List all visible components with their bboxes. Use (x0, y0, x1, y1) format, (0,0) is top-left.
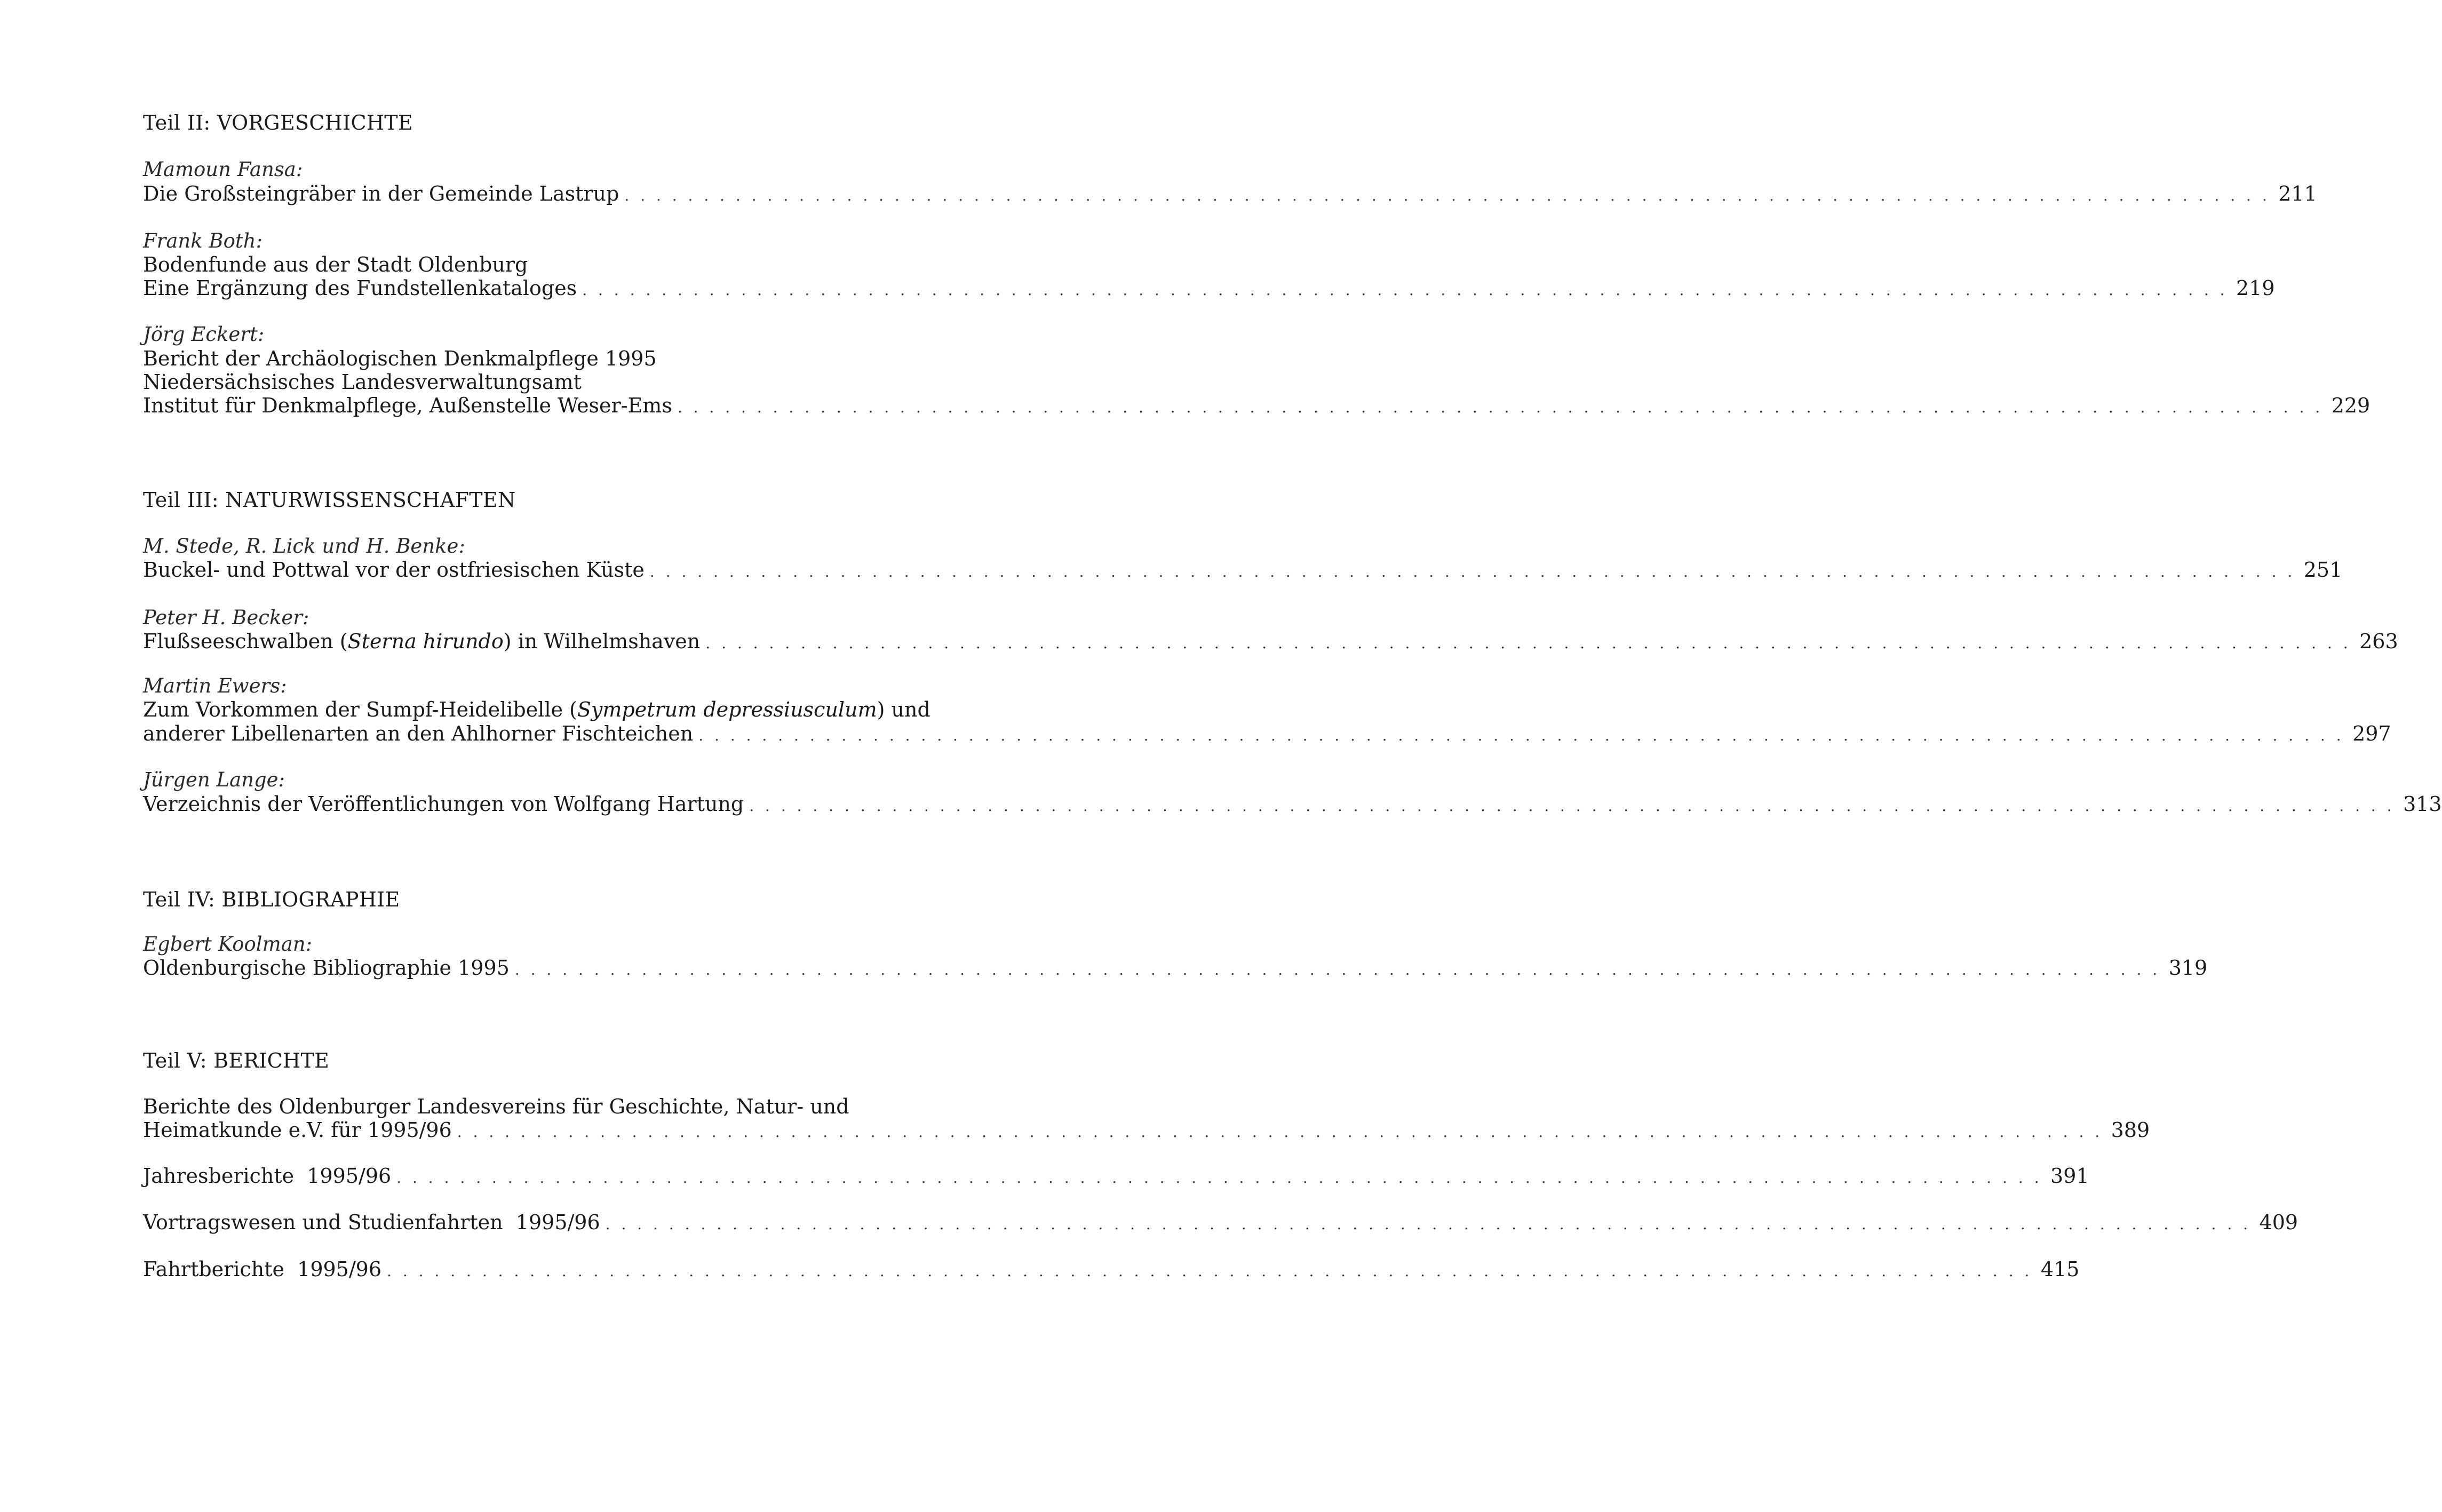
toc-entry-bodenfunde[interactable] (143, 276, 2275, 300)
toc-entry-sumpf-heidelibelle[interactable] (143, 722, 2391, 745)
page-number: 251 (2303, 558, 2343, 582)
entry-title: Buckel- und Pottwal vor der ostfriesischen Küste (143, 558, 645, 582)
toc-entry-grosssteingraeber[interactable] (143, 182, 2317, 205)
author-stede-lick-benke: M. Stede, R. Lick und H. Benke: (143, 535, 465, 558)
author-fansa: Mamoun Fansa: (143, 158, 303, 181)
page-number: 297 (2352, 722, 2391, 745)
entry-title (143, 630, 700, 653)
species-name: Sympetrum depressiusculum (577, 698, 877, 721)
entry-title-line: Bericht der Archäologischen Denkmalpflege 1995 (143, 347, 657, 370)
dot-leader: . . . . . . . . . . . . . . . . . . . . . . . . . . . . . . . . . . . . . . . . . . . . . . . . . . . . . . . . . . . . . . . . . . . . . . . . . . . . . . . . . . . . . . . . . . . . . . . . . . . . . . . . (624, 187, 2270, 204)
author-ewers: Martin Ewers: (143, 674, 287, 697)
page-number: 211 (2278, 182, 2317, 205)
dot-leader: . . . . . . . . . . . . . . . . . . . . . . . . . . . . . . . . . . . . . . . . . . . . . . . . . . . . . . . . . . . . . . . . . . . . . . . . . . . . . . . . . . . . . . . . . . . . . . . . . . . . . . . . (387, 1262, 2033, 1280)
entry-title: Oldenburgische Bibliographie 1995 (143, 956, 510, 980)
toc-entry-fahrtberichte[interactable] (143, 1258, 2080, 1281)
dot-leader: . . . . . . . . . . . . . . . . . . . . . . . . . . . . . . . . . . . . . . . . . . . . . . . . . . . . . . . . . . . . . . . . . . . . . . . . . . . . . . . . . . . . . . . . . . . . . . . . . . . . . . . . (698, 727, 2344, 744)
entry-title: anderer Libellenarten an den Ahlhorner Fischteichen (143, 722, 694, 745)
toc-entry-jahresberichte[interactable] (143, 1164, 2089, 1188)
entry-title: Fahrtberichte 1995/96 (143, 1258, 382, 1281)
dot-leader: . . . . . . . . . . . . . . . . . . . . . . . . . . . . . . . . . . . . . . . . . . . . . . . . . . . . . . . . . . . . . . . . . . . . . . . . . . . . . . . . . . . . . . . . . . . . . . . . . . . . . . . . (749, 797, 2395, 815)
dot-leader: . . . . . . . . . . . . . . . . . . . . . . . . . . . . . . . . . . . . . . . . . . . . . . . . . . . . . . . . . . . . . . . . . . . . . . . . . . . . . . . . . . . . . . . . . . . . . . . . . . . . . . . . (514, 961, 2161, 978)
entry-title-line (143, 698, 930, 721)
page-number: 391 (2050, 1164, 2089, 1188)
toc-entry-verzeichnis-hartung[interactable] (143, 792, 2442, 816)
page-number: 389 (2111, 1118, 2150, 1142)
entry-title-line: Bodenfunde aus der Stadt Oldenburg (143, 253, 528, 276)
toc-entry-berichte-landesverein[interactable] (143, 1118, 2150, 1142)
author-koolman: Egbert Koolman: (143, 933, 313, 956)
dot-leader: . . . . . . . . . . . . . . . . . . . . . . . . . . . . . . . . . . . . . . . . . . . . . . . . . . . . . . . . . . . . . . . . . . . . . . . . . . . . . . . . . . . . . . . . . . . . . . . . . . . . . . . . (677, 399, 2324, 416)
page-number: 319 (2168, 956, 2208, 980)
section-heading-naturwissenschaften: Teil III: NATURWISSENSCHAFTEN (143, 488, 516, 512)
author-both: Frank Both: (143, 229, 263, 252)
page-number: 263 (2359, 630, 2398, 653)
dot-leader: . . . . . . . . . . . . . . . . . . . . . . . . . . . . . . . . . . . . . . . . . . . . . . . . . . . . . . . . . . . . . . . . . . . . . . . . . . . . . . . . . . . . . . . . . . . . . . . . . . . . . . . . (705, 634, 2351, 652)
species-name: Sterna hirundo (347, 630, 504, 653)
author-eckert: Jörg Eckert: (143, 323, 265, 346)
dot-leader: . . . . . . . . . . . . . . . . . . . . . . . . . . . . . . . . . . . . . . . . . . . . . . . . . . . . . . . . . . . . . . . . . . . . . . . . . . . . . . . . . . . . . . . . . . . . . . . . . . . . . . . . (582, 281, 2228, 299)
entry-title-part: ) und (877, 698, 930, 721)
section-heading-bibliographie: Teil IV: BIBLIOGRAPHIE (143, 888, 400, 911)
toc-entry-denkmalpflege[interactable] (143, 394, 2371, 417)
page-number: 229 (2331, 394, 2371, 417)
entry-title-part: Flußseeschwalben ( (143, 630, 348, 653)
page-number: 313 (2403, 792, 2442, 816)
entry-title: Vortragswesen und Studienfahrten 1995/96 (143, 1211, 600, 1234)
entry-title: Heimatkunde e.V. für 1995/96 (143, 1118, 452, 1142)
toc-entry-oldenburgische-bibliographie[interactable] (143, 956, 2208, 980)
entry-title-line: Berichte des Oldenburger Landesvereins für Geschichte, Natur- und (143, 1095, 849, 1118)
entry-title-line: Niedersächsisches Landesverwaltungsamt (143, 370, 582, 394)
entry-title: Verzeichnis der Veröffentlichungen von Wolfgang Hartung (143, 792, 744, 816)
section-heading-vorgeschichte: Teil II: VORGESCHICHTE (143, 111, 413, 134)
author-becker: Peter H. Becker: (143, 606, 309, 629)
entry-title-part: Zum Vorkommen der Sumpf-Heidelibelle ( (143, 698, 577, 721)
toc-entry-vortragswesen[interactable] (143, 1211, 2298, 1234)
entry-title: Die Großsteingräber in der Gemeinde Lastrup (143, 182, 619, 205)
page-number: 415 (2040, 1258, 2080, 1281)
dot-leader: . . . . . . . . . . . . . . . . . . . . . . . . . . . . . . . . . . . . . . . . . . . . . . . . . . . . . . . . . . . . . . . . . . . . . . . . . . . . . . . . . . . . . . . . . . . . . . . . . . . . . . . . (396, 1169, 2042, 1187)
entry-title: Eine Ergänzung des Fundstellenkataloges (143, 276, 577, 300)
entry-title-part: ) in Wilhelmshaven (503, 630, 701, 653)
dot-leader: . . . . . . . . . . . . . . . . . . . . . . . . . . . . . . . . . . . . . . . . . . . . . . . . . . . . . . . . . . . . . . . . . . . . . . . . . . . . . . . . . . . . . . . . . . . . . . . . . . . . . . . . (605, 1215, 2252, 1233)
toc-entry-flussseeschwalben[interactable] (143, 630, 2398, 653)
dot-leader: . . . . . . . . . . . . . . . . . . . . . . . . . . . . . . . . . . . . . . . . . . . . . . . . . . . . . . . . . . . . . . . . . . . . . . . . . . . . . . . . . . . . . . . . . . . . . . . . . . . . . . . . (649, 563, 2296, 580)
author-lange: Jürgen Lange: (143, 768, 285, 791)
toc-entry-buckelwal[interactable] (143, 558, 2343, 582)
page-number: 219 (2236, 276, 2275, 300)
section-heading-berichte: Teil V: BERICHTE (143, 1049, 330, 1072)
dot-leader: . . . . . . . . . . . . . . . . . . . . . . . . . . . . . . . . . . . . . . . . . . . . . . . . . . . . . . . . . . . . . . . . . . . . . . . . . . . . . . . . . . . . . . . . . . . . . . . . . . . . . . . . (457, 1123, 2103, 1141)
page-number: 409 (2259, 1211, 2298, 1234)
entry-title: Jahresberichte 1995/96 (143, 1164, 392, 1188)
entry-title: Institut für Denkmalpflege, Außenstelle Weser-Ems (143, 394, 672, 417)
